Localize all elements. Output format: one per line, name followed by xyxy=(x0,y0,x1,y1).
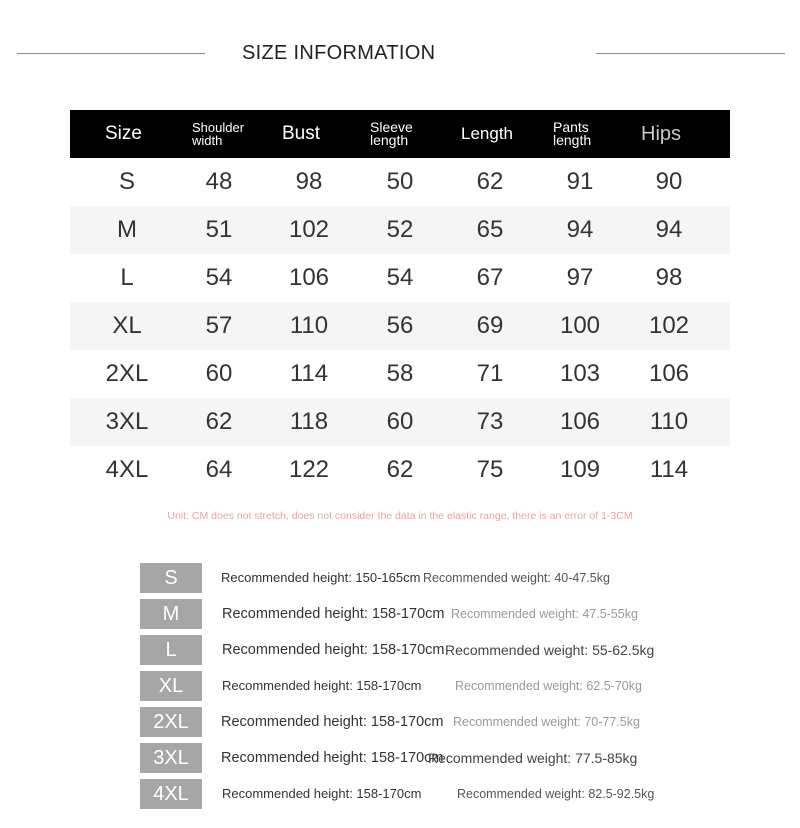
measurement-cell: 62 xyxy=(476,168,504,195)
recommendation-row xyxy=(140,707,780,743)
size-table xyxy=(70,110,730,494)
measurement-cell: 69 xyxy=(476,312,504,339)
table-header xyxy=(70,110,730,158)
header-shoulder-width xyxy=(192,110,244,158)
measurement-cell: 91 xyxy=(566,168,594,195)
measurement-cell: 62 xyxy=(386,456,414,483)
size-badge: 4XL xyxy=(140,779,202,809)
header-pants-line2: length xyxy=(553,132,592,148)
measurement-cell: 106 xyxy=(288,264,330,291)
measurement-cell: 122 xyxy=(288,456,330,483)
measurement-cell: 106 xyxy=(648,360,690,387)
header-hips: Hips xyxy=(641,122,682,145)
title-divider-right xyxy=(596,53,785,54)
measurement-cell: 64 xyxy=(205,456,233,483)
measurement-cell: 98 xyxy=(655,264,683,291)
measurement-cell: 90 xyxy=(655,168,683,195)
size-cell: 4XL xyxy=(105,456,149,483)
recommended-weight: Recommended weight: 40-47.5kg xyxy=(423,571,610,585)
measurement-cell: 48 xyxy=(205,168,233,195)
recommendation-row xyxy=(140,779,780,815)
recommendation-list xyxy=(140,563,780,815)
size-badge: S xyxy=(140,563,202,593)
measurement-cell: 98 xyxy=(295,168,323,195)
size-cell: 2XL xyxy=(105,360,149,387)
measurement-cell: 94 xyxy=(566,216,594,243)
table-row xyxy=(70,206,730,254)
measurement-cell: 54 xyxy=(205,264,233,291)
size-cell: M xyxy=(117,216,137,243)
header-length: Length xyxy=(461,124,513,143)
recommended-height: Recommended height: 158-170cm xyxy=(221,714,444,730)
header-pants-length xyxy=(553,110,591,158)
header-bust: Bust xyxy=(282,123,321,144)
table-row xyxy=(70,302,730,350)
table-row xyxy=(70,254,730,302)
measurement-cell: 65 xyxy=(476,216,504,243)
recommendation-row xyxy=(140,599,780,635)
measurement-cell: 114 xyxy=(649,456,689,483)
recommended-weight: Recommended weight: 47.5-55kg xyxy=(451,607,638,621)
measurement-cell: 109 xyxy=(559,456,601,483)
measurement-cell: 94 xyxy=(655,216,683,243)
table-row xyxy=(70,158,730,206)
measurement-cell: 110 xyxy=(649,408,689,435)
recommended-height: Recommended height: 158-170cm xyxy=(222,678,422,693)
measurement-cell: 75 xyxy=(476,456,504,483)
measurement-cell: 60 xyxy=(386,408,414,435)
recommendation-row xyxy=(140,671,780,707)
measurement-cell: 110 xyxy=(289,312,329,339)
size-badge: M xyxy=(140,599,202,629)
header-shoulder-line2: width xyxy=(192,133,223,148)
measurement-cell: 118 xyxy=(289,408,329,435)
measurement-cell: 67 xyxy=(476,264,504,291)
recommended-weight: Recommended weight: 77.5-85kg xyxy=(428,750,638,766)
recommended-height: Recommended height: 158-170cm xyxy=(222,606,445,622)
measurement-cell: 58 xyxy=(386,360,414,387)
title-divider-left xyxy=(17,53,205,54)
recommended-weight: Recommended weight: 62.5-70kg xyxy=(455,679,642,693)
measurement-cell: 51 xyxy=(205,216,233,243)
recommendation-row xyxy=(140,563,780,599)
page-title: SIZE INFORMATION xyxy=(242,42,436,64)
measurement-cell: 57 xyxy=(205,312,233,339)
size-cell: XL xyxy=(112,312,142,339)
header-shoulder-line1: Shoulder xyxy=(192,120,245,135)
header-size: Size xyxy=(105,123,142,144)
table-body xyxy=(70,158,730,494)
size-badge: 2XL xyxy=(140,707,202,737)
measurement-cell: 52 xyxy=(386,216,414,243)
recommendation-row xyxy=(140,635,780,671)
header-sleeve-line2: length xyxy=(370,132,409,148)
recommended-height: Recommended height: 158-170cm xyxy=(221,750,444,766)
header-sleeve-length xyxy=(370,110,413,158)
recommended-weight: Recommended weight: 55-62.5kg xyxy=(445,642,655,658)
measurement-cell: 56 xyxy=(386,312,414,339)
measurement-cell: 102 xyxy=(648,312,690,339)
measurement-cell: 60 xyxy=(205,360,233,387)
recommended-weight: Recommended weight: 70-77.5kg xyxy=(453,715,640,729)
measurement-cell: 106 xyxy=(559,408,601,435)
measurement-cell: 102 xyxy=(288,216,330,243)
measurement-cell: 71 xyxy=(476,360,504,387)
size-cell: 3XL xyxy=(105,408,149,435)
recommended-height: Recommended height: 158-170cm xyxy=(222,786,422,801)
size-badge: L xyxy=(140,635,202,665)
recommended-weight: Recommended weight: 82.5-92.5kg xyxy=(457,787,655,801)
measurement-cell: 97 xyxy=(566,264,594,291)
header-pants-line1: Pants xyxy=(553,119,589,135)
table-row xyxy=(70,350,730,398)
table-row xyxy=(70,398,730,446)
measurement-cell: 103 xyxy=(559,360,601,387)
measurement-cell: 73 xyxy=(476,408,504,435)
measurement-note: Unit: CM does not stretch, does not consider the data in the elastic range, there is an error of 1-3CM xyxy=(167,510,633,522)
measurement-cell: 62 xyxy=(205,408,233,435)
recommended-height: Recommended height: 150-165cm xyxy=(221,570,421,585)
recommended-height: Recommended height: 158-170cm xyxy=(222,642,445,658)
measurement-cell: 50 xyxy=(386,168,414,195)
measurement-cell: 100 xyxy=(559,312,601,339)
table-row xyxy=(70,446,730,494)
size-badge: XL xyxy=(140,671,202,701)
size-badge: 3XL xyxy=(140,743,202,773)
measurement-cell: 114 xyxy=(289,360,329,387)
recommendation-row xyxy=(140,743,780,779)
size-cell: S xyxy=(118,168,135,195)
measurement-cell: 54 xyxy=(386,264,414,291)
size-cell: L xyxy=(120,264,134,291)
header-sleeve-line1: Sleeve xyxy=(370,119,413,135)
